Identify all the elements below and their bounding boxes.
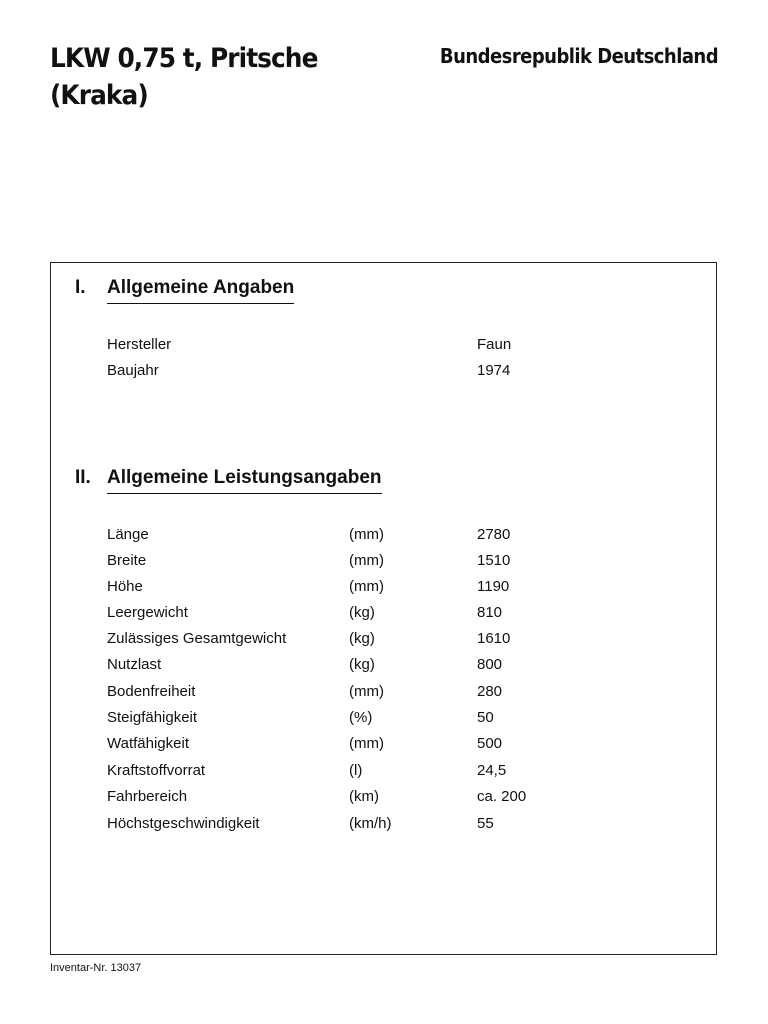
spec-unit: (l) bbox=[349, 762, 363, 779]
spec-row bbox=[107, 683, 667, 703]
spec-row bbox=[107, 656, 667, 676]
spec-row bbox=[107, 630, 667, 650]
spec-row bbox=[107, 709, 667, 729]
spec-value: 2780 bbox=[477, 526, 511, 543]
spec-value: 810 bbox=[477, 604, 503, 621]
spec-row bbox=[107, 578, 667, 598]
spec-label: Leergewicht bbox=[107, 604, 188, 621]
spec-unit: (km) bbox=[349, 788, 379, 805]
spec-value: 1510 bbox=[477, 552, 511, 569]
spec-label: Breite bbox=[107, 552, 147, 569]
section-number: II. bbox=[75, 467, 91, 488]
spec-label: Länge bbox=[107, 526, 149, 543]
spec-box bbox=[50, 262, 717, 955]
spec-value: 24,5 bbox=[477, 762, 507, 779]
spec-row bbox=[107, 735, 667, 755]
country-label: Bundesrepublik Deutschland bbox=[439, 44, 718, 68]
spec-unit: (kg) bbox=[349, 630, 375, 647]
spec-value: 1974 bbox=[477, 362, 511, 379]
spec-value: 1610 bbox=[477, 630, 511, 647]
spec-value: 800 bbox=[477, 656, 503, 673]
section-title: Allgemeine Leistungsangaben bbox=[107, 467, 382, 494]
spec-label: Höchstgeschwindigkeit bbox=[107, 815, 260, 832]
spec-label: Steigfähigkeit bbox=[107, 709, 198, 726]
spec-row bbox=[107, 552, 667, 572]
spec-value: ca. 200 bbox=[477, 788, 527, 805]
inventory-number: Inventar-Nr. 13037 bbox=[50, 962, 142, 974]
spec-value: 1190 bbox=[477, 578, 510, 595]
spec-label: Hersteller bbox=[107, 336, 172, 353]
spec-unit: (kg) bbox=[349, 656, 375, 673]
spec-row bbox=[107, 604, 667, 624]
spec-unit: (mm) bbox=[349, 552, 384, 569]
spec-label: Fahrbereich bbox=[107, 788, 188, 805]
section-number: I. bbox=[75, 277, 86, 298]
spec-row bbox=[107, 526, 667, 546]
spec-label: Baujahr bbox=[107, 362, 159, 379]
spec-label: Nutzlast bbox=[107, 656, 162, 673]
spec-value: 50 bbox=[477, 709, 494, 726]
spec-label: Höhe bbox=[107, 578, 143, 595]
spec-row bbox=[107, 762, 667, 782]
spec-unit: (mm) bbox=[349, 578, 384, 595]
spec-value: 500 bbox=[477, 735, 503, 752]
spec-value: 280 bbox=[477, 683, 503, 700]
section-title: Allgemeine Angaben bbox=[107, 277, 294, 304]
page-title bbox=[50, 40, 318, 114]
spec-row bbox=[107, 336, 667, 356]
spec-value: 55 bbox=[477, 815, 494, 832]
spec-unit: (%) bbox=[349, 709, 373, 726]
spec-label: Watfähigkeit bbox=[107, 735, 189, 752]
spec-value: Faun bbox=[477, 336, 512, 353]
spec-unit: (mm) bbox=[349, 526, 384, 543]
spec-unit: (km/h) bbox=[349, 815, 392, 832]
spec-label: Zulässiges Gesamtgewicht bbox=[107, 630, 287, 647]
spec-row bbox=[107, 362, 667, 382]
title-line-2: (Kraka) bbox=[50, 80, 148, 111]
spec-label: Bodenfreiheit bbox=[107, 683, 196, 700]
spec-unit: (mm) bbox=[349, 683, 384, 700]
title-line-1: LKW 0,75 t, Pritsche bbox=[50, 43, 318, 74]
spec-label: Kraftstoffvorrat bbox=[107, 762, 206, 779]
spec-row bbox=[107, 815, 667, 835]
spec-row bbox=[107, 788, 667, 808]
spec-unit: (mm) bbox=[349, 735, 384, 752]
spec-unit: (kg) bbox=[349, 604, 375, 621]
